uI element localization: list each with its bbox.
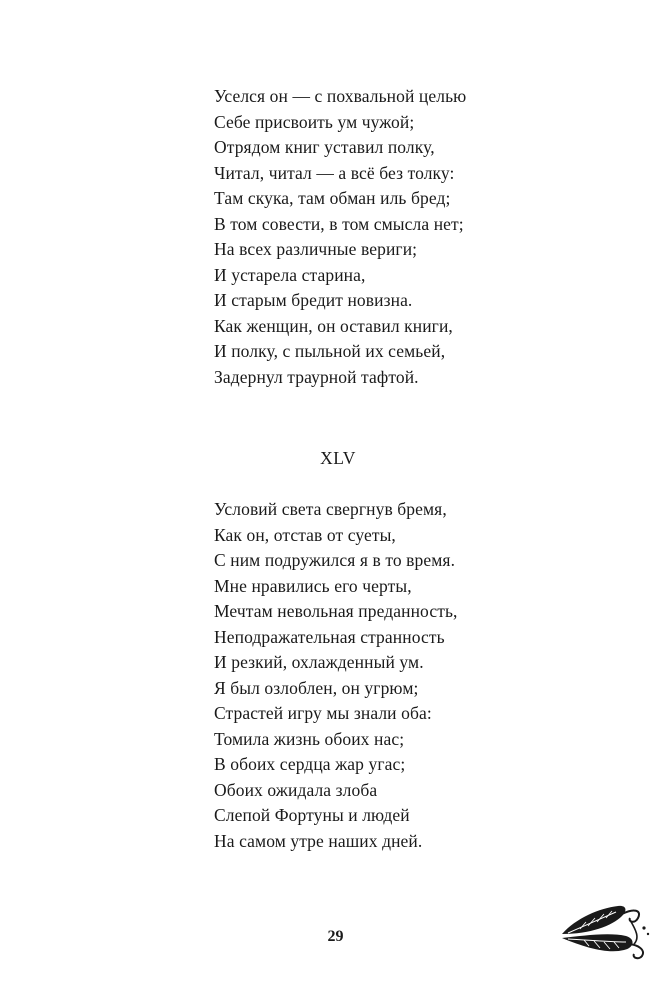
verse-line: Страстей игру мы знали оба: (214, 703, 432, 723)
stanza-heading (0, 446, 671, 471)
verse-line: В том совести, в том смысла нет; (214, 213, 464, 234)
verse-line: Читал, читал — а всё без толку: (214, 162, 455, 183)
verse-line: Слепой Фортуны и людей (214, 805, 410, 825)
verse-line: Обоих ожидала злоба (214, 779, 378, 800)
verse-line: Себе присвоить ум чужой; (214, 111, 415, 132)
verse-line: Отрядом книг уставил полку, (214, 137, 435, 157)
verse-line: Томила жизнь обоих нас; (214, 728, 405, 749)
verse-line: И резкий, охлажденный ум. (214, 652, 424, 672)
verse-line: Задернул траурной тафтой. (214, 366, 419, 387)
stanza-xliv-ending (214, 84, 466, 390)
verse-line: Как он, отстав от суеты, (214, 524, 396, 545)
verse-line: Мне нравились его черты, (214, 575, 412, 596)
stanza-number: XLV (320, 448, 356, 468)
stanza-xlv (214, 497, 458, 854)
verse-line: И старым бредит новизна. (214, 290, 413, 310)
verse-line: Как женщин, он оставил книги, (214, 315, 453, 336)
verse-line: Неподражательная странность (214, 626, 445, 647)
verse-line: Уселся он — с похвальной целью (214, 86, 467, 106)
verse-line: И полку, с пыльной их семьей, (214, 341, 446, 361)
page-number: 29 (327, 928, 344, 945)
verse-line: Там скука, там обман иль бред; (214, 188, 451, 208)
verse-line: Я был озлоблен, он угрюм; (214, 677, 419, 698)
verse-line: И устарела старина, (214, 264, 366, 285)
verse-line: Условий света свергнув бремя, (214, 499, 447, 519)
verse-line: В обоих сердца жар угас; (214, 754, 406, 774)
verse-line: На всех различные вериги; (214, 239, 418, 259)
verse-line: Мечтам невольная преданность, (214, 601, 458, 621)
verse-line: На самом утре наших дней. (214, 830, 423, 851)
verse-line: С ним подружился я в то время. (214, 550, 456, 570)
leaf-ornament-icon (556, 898, 656, 964)
